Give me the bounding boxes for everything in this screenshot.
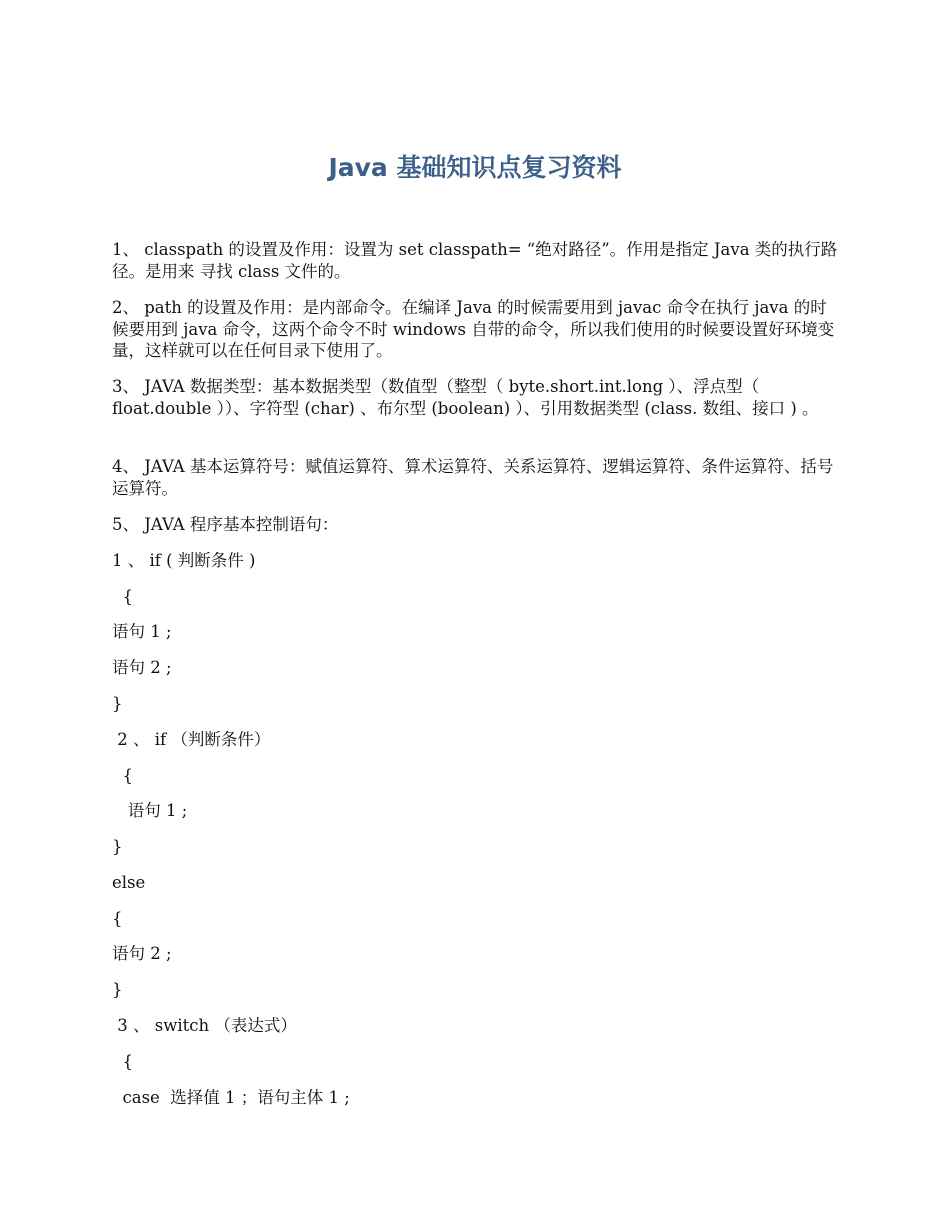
code-line: else bbox=[112, 873, 146, 892]
paragraph-data-types: 3、 JAVA 数据类型：基本数据类型（数值型（整型（ byte.short.int.long ）、浮点型（ float.double ））、字符型 (char) 、布尔型 (boolean) ）、引用数据类型 (class. 数组、接口 ) 。 bbox=[112, 377, 819, 418]
code-line: 1 、 if ( 判断条件 ) bbox=[112, 551, 256, 570]
code-line: } bbox=[112, 694, 123, 713]
paragraph-classpath: 1、 classpath 的设置及作用：设置为 set classpath= “绝对路径”。作用是指定 Java 类的执行路径。是用来 寻找 class 文件的。 bbox=[112, 240, 838, 281]
code-line: 3 、 switch （表达式） bbox=[112, 1016, 297, 1035]
code-line: case 选择值 1 ；语句主体 1 ; bbox=[112, 1088, 350, 1107]
paragraph-operators: 4、 JAVA 基本运算符号：赋值运算符、算术运算符、关系运算符、逻辑运算符、条件运算符、括号运算符。 bbox=[112, 457, 834, 498]
code-line: } bbox=[112, 837, 123, 856]
paragraph-path: 2、 path 的设置及作用：是内部命令。在编译 Java 的时候需要用到 javac 命令在执行 java 的时候要用到 java 命令，这两个命令不时 windows 自带的命令，所以我们使用的时候要设置好环境变量，这样就可以在任何目录下使用了。 bbox=[112, 298, 835, 360]
code-line: 语句 2 ; bbox=[112, 658, 172, 677]
code-line: } bbox=[112, 980, 123, 999]
document-title: Java 基础知识点复习资料 bbox=[328, 153, 622, 182]
paragraph-control-statements: 5、 JAVA 程序基本控制语句： bbox=[112, 515, 339, 534]
code-line: 2 、 if （判断条件） bbox=[112, 730, 271, 749]
code-line: { bbox=[112, 587, 133, 606]
code-line: 语句 2 ; bbox=[112, 944, 172, 963]
code-line: { bbox=[112, 1052, 133, 1071]
code-line: 语句 1 ; bbox=[112, 622, 172, 641]
code-line: { bbox=[112, 909, 123, 928]
code-line: { bbox=[112, 766, 133, 785]
code-line: 语句 1 ; bbox=[112, 801, 188, 820]
